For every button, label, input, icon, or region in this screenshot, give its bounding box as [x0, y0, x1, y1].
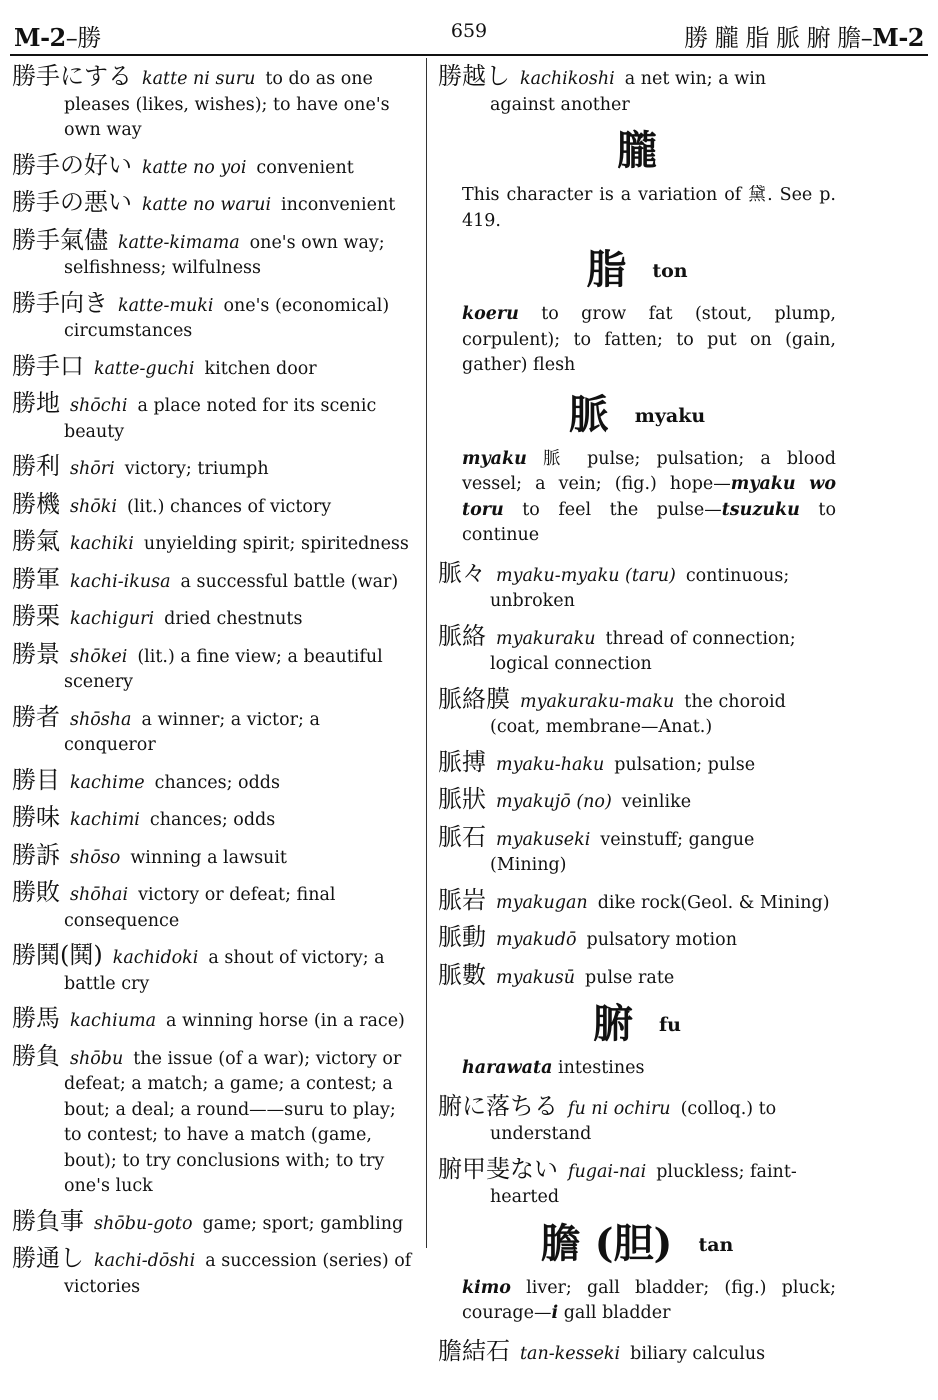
dict-entry: [12, 841, 414, 872]
headword: 腑甲斐ない: [438, 1154, 558, 1183]
page-number: 659: [450, 20, 488, 42]
definition: a winner; a victor; a conqueror: [64, 709, 320, 755]
definition: (lit.) a fine view; a beautiful scenery: [64, 646, 383, 692]
header-right: [684, 18, 924, 53]
dict-entry: [12, 766, 414, 797]
dict-entry: [438, 886, 836, 917]
definition: biliary calculus: [630, 1343, 766, 1364]
dict-entry: [438, 1155, 836, 1211]
headword: 脈岩: [438, 885, 486, 914]
headword: 腑に落ちる: [438, 1091, 558, 1120]
kanji-section-heading: [438, 1218, 836, 1270]
headword: 勝越し: [438, 62, 510, 90]
definition: kitchen door: [204, 358, 317, 379]
kun-reading: myaku: [462, 448, 527, 469]
dict-entry: [12, 62, 414, 144]
reading: shōki: [70, 496, 117, 517]
dict-entry: [12, 389, 414, 445]
dict-entry: [12, 803, 414, 834]
definition: a shout of victory; a battle cry: [64, 948, 385, 994]
reading: myaku-myaku (taru): [496, 565, 676, 586]
headword: 勝敗: [12, 878, 60, 906]
definition: to continue: [462, 499, 836, 545]
definition: victory or defeat; final consequence: [64, 885, 336, 931]
definition: (lit.) chances of victory: [127, 496, 332, 517]
definition: a successful battle (war): [180, 571, 399, 592]
kanji-section-heading: [438, 389, 836, 441]
reading: kachiuma: [70, 1011, 157, 1031]
reading: myakusū: [496, 967, 576, 988]
definition: pulse rate: [585, 967, 675, 988]
definition: dried chestnuts: [164, 609, 303, 629]
dict-entry: [12, 640, 414, 696]
section-kanji: 腑: [593, 1000, 633, 1047]
reading: katte-guchi: [94, 358, 195, 379]
definition: intestines: [558, 1058, 645, 1078]
reading: kachimi: [70, 810, 140, 830]
headword: 膽結石: [438, 1336, 510, 1365]
headword: 勝者: [12, 702, 60, 731]
headword: 勝馬: [12, 1004, 60, 1032]
reading: kachiki: [70, 534, 134, 554]
kanji-section-heading: [438, 998, 836, 1050]
reading: katte no warui: [142, 195, 272, 215]
section-reading: tan: [698, 1233, 734, 1256]
dict-entry: [12, 452, 414, 483]
definition: to grow fat (stout, plump, corpulent); to fatten; to put on (gain, gather) flesh: [462, 304, 836, 375]
headword: 勝味: [12, 803, 60, 831]
headword: 脈動: [438, 923, 486, 951]
definition: a winning horse (in a race): [166, 1011, 405, 1031]
dict-entry: [12, 602, 414, 633]
headword: 勝氣: [12, 527, 60, 555]
section-definition: [438, 447, 836, 549]
reading: kachi-ikusa: [70, 571, 171, 592]
dict-entry: [12, 703, 414, 759]
dict-entry: [438, 1337, 836, 1368]
headword: 勝目: [12, 765, 60, 794]
dict-entry: [438, 685, 836, 741]
definition: a place noted for its scenic beauty: [64, 396, 377, 442]
reading: shōso: [70, 847, 121, 868]
dict-entry: [12, 1207, 414, 1238]
definition: convenient: [256, 157, 354, 178]
dict-entry: [438, 785, 836, 816]
dict-entry: [12, 490, 414, 521]
reading: fu ni ochiru: [568, 1098, 671, 1119]
header-left-kanji: –勝: [65, 24, 101, 52]
reading: kachime: [70, 772, 145, 793]
section-kanji: 脂: [586, 246, 627, 293]
definition: continuous; unbroken: [490, 565, 790, 611]
definition: a succession (series) of victories: [64, 1251, 412, 1297]
reading: kachikoshi: [520, 69, 615, 89]
left-column: [12, 62, 414, 1307]
dict-entry: [12, 878, 414, 934]
headword: 勝手の好い: [12, 150, 132, 179]
headword: 脈搏: [438, 747, 486, 776]
reading: myakujō (no): [496, 792, 612, 812]
section-kanji: 脈: [568, 390, 609, 438]
dict-entry: [12, 1244, 414, 1300]
definition: (colloq.) to understand: [490, 1098, 777, 1144]
definition: a net win; a win against another: [490, 69, 767, 115]
definition: inconvenient: [281, 195, 396, 215]
definition: gall bladder: [563, 1303, 671, 1323]
dict-entry: [12, 352, 414, 383]
dict-entry: [438, 622, 836, 678]
definition: pluckless; faint-hearted: [490, 1161, 797, 1207]
headword: 脈々: [438, 558, 486, 587]
page-header: [0, 14, 938, 54]
dict-entry: [438, 1092, 836, 1148]
headword: 脈絡: [438, 621, 486, 650]
phrase: i: [551, 1303, 559, 1323]
phrase: myaku wo toru: [462, 474, 837, 520]
header-right-kanji: 勝 朧 脂 脈 腑 膽–: [684, 24, 873, 52]
definition: one's own way; selfishness; wilfulness: [64, 232, 385, 278]
kanji-section-heading: [438, 244, 836, 296]
section-definition: [438, 1276, 836, 1327]
definition: to feel the pulse—: [522, 499, 722, 520]
headword: 脈絡膜: [438, 684, 510, 713]
reading: myaku-haku: [496, 754, 605, 775]
headword: 勝栗: [12, 602, 60, 630]
definition: pulsatory motion: [586, 930, 737, 950]
kun-reading: koeru: [462, 304, 519, 324]
definition: the issue (of a war); victory or defeat; a match; a game; a contest; a bout; a deal; a round——suru to play; to contest; to have a match (game, bout); to try conclusions with; to try one's luck: [64, 1048, 402, 1196]
definition: unyielding spirit; spiritedness: [143, 534, 409, 554]
headword: 勝訴: [12, 840, 60, 869]
headword: 勝軍: [12, 564, 60, 593]
definition: thread of connection; logical connection: [490, 628, 796, 674]
reading: tan-kesseki: [520, 1343, 621, 1364]
headword: 勝鬨(鬨): [12, 941, 103, 969]
dict-entry: [12, 1004, 414, 1035]
reading: shōkei: [70, 646, 128, 667]
definition: pulsation; pulse: [614, 754, 756, 775]
dict-entry: [438, 961, 836, 992]
reading: kachi-dōshi: [94, 1251, 196, 1271]
reading: shōhai: [70, 885, 129, 905]
definition: the choroid (coat, membrane—Anat.): [490, 691, 786, 737]
definition: to do as one pleases (likes, wishes); to have one's own way: [64, 69, 390, 140]
dict-entry: [12, 1042, 414, 1200]
reading: shōchi: [70, 396, 128, 416]
header-right-code: M-2: [872, 23, 924, 52]
headword: 勝通し: [12, 1244, 84, 1272]
reading: shōbu-goto: [94, 1213, 193, 1234]
reading: katte no yoi: [142, 157, 247, 178]
headword: 勝景: [12, 639, 60, 668]
definition: chances; odds: [149, 810, 276, 830]
headword: 勝負: [12, 1041, 60, 1070]
reading: myakuraku-maku: [520, 691, 675, 712]
headword: 勝手口: [12, 351, 84, 380]
definition: dike rock(Geol. & Mining): [597, 892, 830, 913]
dict-entry: [438, 823, 836, 879]
dict-entry: [438, 923, 836, 954]
headword: 脈狀: [438, 785, 486, 813]
reading: shōri: [70, 459, 115, 479]
reading: shōsha: [70, 709, 132, 730]
definition: liver; gall bladder; (fig.) pluck; courage—: [462, 1277, 836, 1323]
dict-entry: [12, 565, 414, 596]
section-kanji: 朧: [617, 127, 657, 174]
headword: 勝利: [12, 452, 60, 480]
dict-entry: [438, 559, 836, 615]
kanji-section-heading: [438, 125, 836, 177]
definition: pulse; pulsation; a blood vessel; a vein; (fig.) hope—: [462, 448, 836, 494]
section-reading: fu: [659, 1014, 681, 1036]
reading: shōbu: [70, 1048, 124, 1069]
dict-entry: [12, 289, 414, 345]
column-divider: [426, 58, 427, 1248]
definition: game; sport; gambling: [202, 1213, 404, 1234]
reading: myakuraku: [496, 628, 596, 649]
headword: 勝手にする: [12, 62, 132, 90]
dict-entry: [12, 941, 414, 997]
dict-entry: [12, 226, 414, 282]
section-reading: ton: [652, 260, 688, 282]
headword: 勝機: [12, 489, 60, 518]
reading: myakugan: [496, 892, 588, 913]
section-kanji: 膽 (胆): [540, 1219, 673, 1267]
headword: 勝負事: [12, 1206, 84, 1235]
dict-entry: [12, 188, 414, 219]
headword: 勝手の悪い: [12, 188, 132, 216]
reading: katte ni suru: [142, 69, 256, 89]
section-definition: [438, 1056, 836, 1082]
definition: one's (economical) circumstances: [64, 295, 390, 341]
definition: winning a lawsuit: [130, 847, 287, 868]
header-left-code: M-2: [14, 23, 66, 52]
headword: 脈石: [438, 822, 486, 851]
reading: myakuseki: [496, 829, 591, 850]
section-reading: myaku: [634, 404, 706, 427]
reading: myakudō: [496, 930, 577, 950]
section-note: This character is a variation of 黛. See p. 419.: [462, 185, 836, 231]
reading: fugai-nai: [568, 1161, 647, 1182]
kun-reading: kimo: [462, 1277, 511, 1298]
dict-entry: [12, 527, 414, 558]
definition: veinstuff; gangue (Mining): [490, 829, 755, 875]
right-column: [438, 62, 836, 1374]
dict-entry: [438, 748, 836, 779]
headword: 勝地: [12, 389, 60, 417]
headword: 勝手向き: [12, 288, 108, 317]
dict-entry: [438, 62, 836, 118]
dict-entry: [12, 151, 414, 182]
section-definition: [438, 302, 836, 379]
phrase: tsuzuku: [721, 499, 800, 520]
headword: 脈數: [438, 960, 486, 989]
definition: veinlike: [621, 792, 692, 812]
reading: katte-kimama: [118, 232, 240, 253]
headword: 勝手氣儘: [12, 225, 108, 254]
inline-kanji: 脈: [542, 448, 571, 469]
reading: katte-muki: [118, 295, 214, 316]
reading: kachiguri: [70, 609, 155, 629]
definition: chances; odds: [154, 772, 280, 793]
header-rule: [10, 54, 928, 56]
reading: kachidoki: [112, 948, 199, 968]
kun-reading: harawata: [462, 1058, 553, 1078]
definition: victory; triumph: [124, 459, 269, 479]
